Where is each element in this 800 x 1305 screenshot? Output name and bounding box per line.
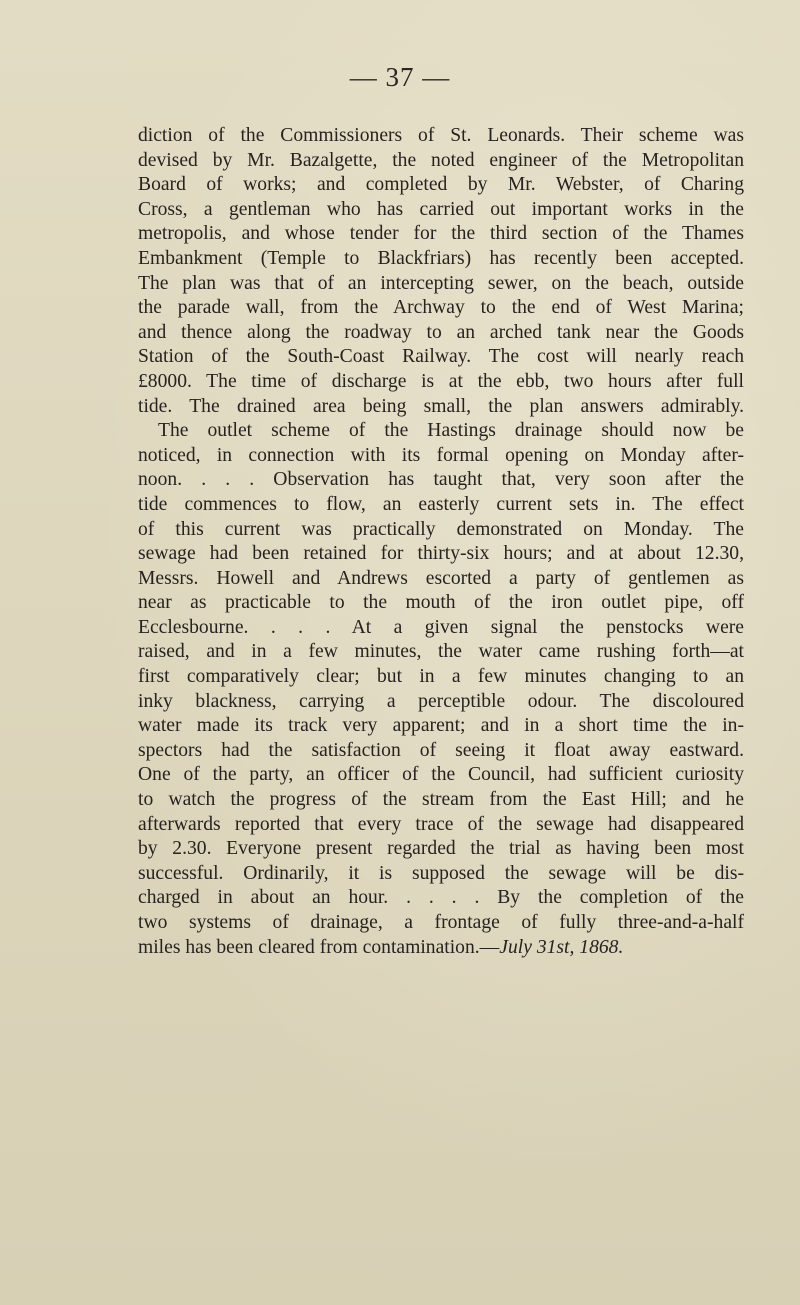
text-line: The plan was that of an intercepting sewer, on the beach, outside (138, 272, 744, 294)
text-line: Cross, a gentleman who has carried out important works in the (138, 198, 744, 220)
text-line: Ecclesbourne. . . . At a given signal the penstocks were (138, 616, 744, 638)
text-line: Board of works; and completed by Mr. Webster, of Charing (138, 174, 744, 196)
text-line: raised, and in a few minutes, the water came rushing forth—at (138, 641, 744, 663)
text-line: The outlet scheme of the Hastings drainage should now be (158, 420, 744, 442)
text-line: to watch the progress of the stream from the East Hill; and he (138, 789, 744, 811)
text-line: water made its track very apparent; and in a short time the in- (138, 715, 744, 737)
text-line: Station of the South-Coast Railway. The cost will nearly reach (138, 346, 744, 368)
text-line: metropolis, and whose tender for the third section of the Thames (138, 223, 744, 245)
text-line: of this current was practically demonstrated on Monday. The (138, 518, 744, 540)
article-body (138, 124, 744, 960)
final-text-line (138, 936, 744, 961)
text-line: tide. The drained area being small, the plan answers admirably. (138, 395, 744, 417)
text-line: successful. Ordinarily, it is supposed the sewage will be dis- (138, 862, 744, 884)
text-line: Messrs. Howell and Andrews escorted a party of gentlemen as (138, 567, 744, 589)
text-line: two systems of drainage, a frontage of fully three-and-a-half (138, 912, 744, 933)
text-line: by 2.30. Everyone present regarded the trial as having been most (138, 838, 744, 860)
text-line: afterwards reported that every trace of the sewage had disappeared (138, 813, 744, 835)
text-line: first comparatively clear; but in a few minutes changing to an (138, 666, 744, 688)
text-line: noon. . . . Observation has taught that, very soon after the (138, 469, 744, 491)
text-line: and thence along the roadway to an arched tank near the Goods (138, 321, 744, 343)
text-line: sewage had been retained for thirty-six hours; and at about 12.30, (138, 543, 744, 565)
text-line: One of the party, an officer of the Council, had sufficient curiosity (138, 764, 744, 786)
text-line: devised by Mr. Bazalgette, the noted engineer of the Metropolitan (138, 149, 744, 171)
text-line: noticed, in connection with its formal opening on Monday after- (138, 444, 744, 466)
page-number: — 37 — (349, 62, 451, 92)
date-signature: July 31st, 1868. (499, 936, 624, 958)
text-line: tide commences to flow, an easterly current sets in. The effect (138, 493, 744, 515)
text-line: spectors had the satisfaction of seeing it float away eastward. (138, 739, 744, 761)
text-line: £8000. The time of discharge is at the ebb, two hours after full (138, 370, 744, 392)
text-line: charged in about an hour. . . . . By the completion of the (138, 887, 744, 909)
text-line: inky blackness, carrying a perceptible odour. The discoloured (138, 690, 744, 712)
final-line-text: miles has been cleared from contamination.— (138, 936, 500, 958)
text-line: diction of the Commissioners of St. Leonards. Their scheme was (138, 125, 744, 146)
text-line: the parade wall, from the Archway to the end of West Marina; (138, 297, 744, 319)
text-line: near as practicable to the mouth of the iron outlet pipe, off (138, 592, 744, 614)
text-line: Embankment (Temple to Blackfriars) has recently been accepted. (138, 247, 744, 269)
